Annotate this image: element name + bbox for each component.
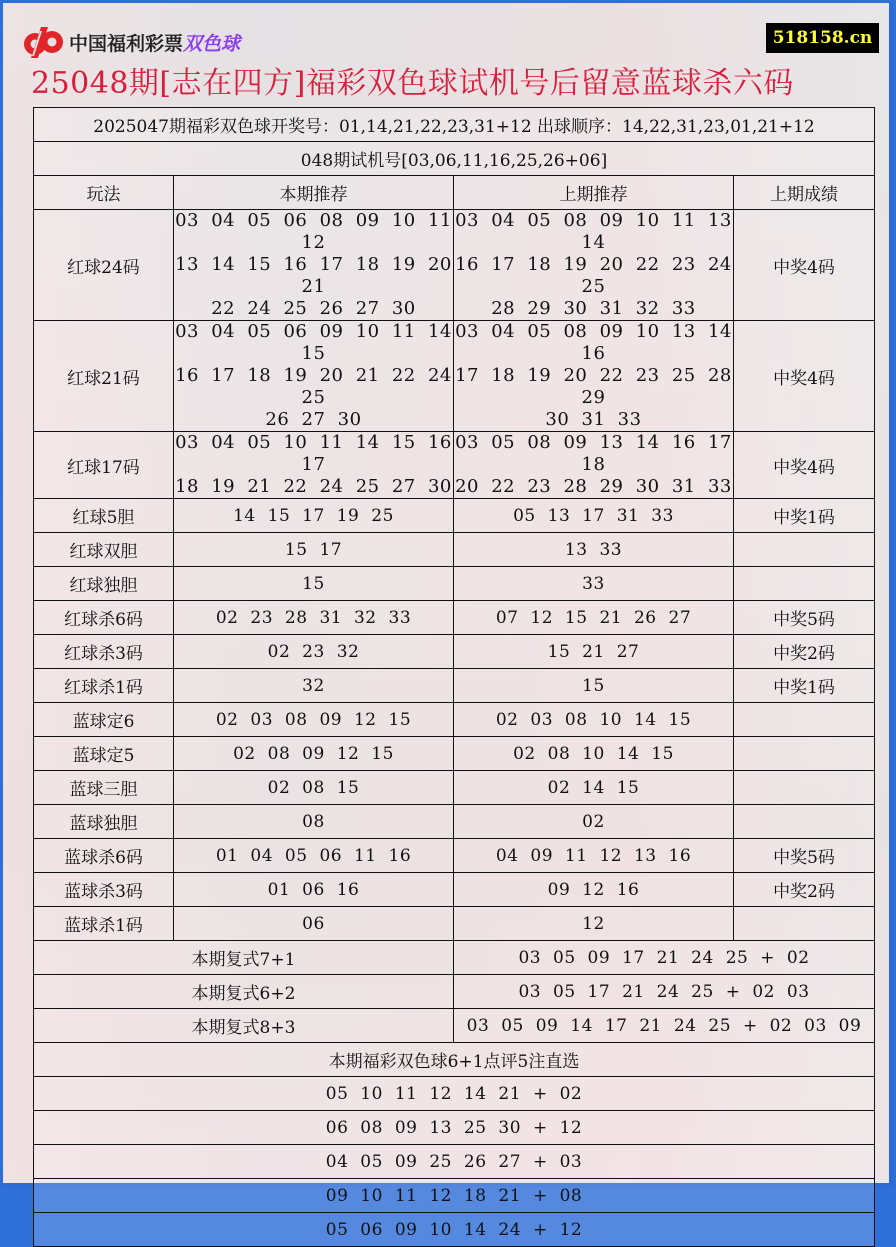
row-label: 红球杀1码 bbox=[34, 669, 174, 703]
pick-numbers: 06 08 09 13 25 30 + 12 bbox=[34, 1111, 875, 1145]
previous-numbers: 09 12 16 bbox=[454, 873, 734, 907]
result bbox=[734, 703, 875, 737]
row-label: 蓝球定5 bbox=[34, 737, 174, 771]
number-line: 26 27 30 bbox=[265, 409, 362, 430]
number-line: 03 05 08 09 13 14 16 17 18 bbox=[455, 432, 732, 475]
current-numbers: 02 23 28 31 32 33 bbox=[174, 601, 454, 635]
current-numbers: 08 bbox=[174, 805, 454, 839]
previous-numbers bbox=[454, 210, 734, 321]
table-row bbox=[34, 533, 875, 567]
table-row-red24 bbox=[34, 210, 875, 321]
current-numbers bbox=[174, 321, 454, 432]
previous-numbers: 02 08 10 14 15 bbox=[454, 737, 734, 771]
logo-text: 中国福利彩票 bbox=[69, 32, 184, 55]
number-line: 17 18 19 20 22 23 25 28 29 bbox=[455, 365, 732, 408]
number-line: 03 04 05 10 11 14 15 16 17 bbox=[175, 432, 452, 475]
number-line: 22 24 25 26 27 30 bbox=[211, 298, 416, 319]
combo-numbers: 03 05 17 21 24 25 + 02 03 bbox=[454, 975, 875, 1009]
number-line: 13 14 15 16 17 18 19 20 21 bbox=[175, 254, 452, 297]
combo-numbers: 03 05 09 17 21 24 25 + 02 bbox=[454, 941, 875, 975]
previous-numbers bbox=[454, 432, 734, 499]
lottery-logo bbox=[21, 25, 240, 59]
pick-row bbox=[34, 1077, 875, 1111]
page-title: 25048期[志在四方]福彩双色球试机号后留意蓝球杀六码 bbox=[31, 66, 794, 101]
result bbox=[734, 533, 875, 567]
combo-row bbox=[34, 941, 875, 975]
table-row bbox=[34, 703, 875, 737]
logo-text-highlight: 双色球 bbox=[183, 32, 241, 55]
current-numbers: 32 bbox=[174, 669, 454, 703]
row-label: 蓝球杀1码 bbox=[34, 907, 174, 941]
site-badge[interactable]: 518158.cn bbox=[766, 23, 879, 53]
current-numbers: 02 23 32 bbox=[174, 635, 454, 669]
test-number: 048期试机号[03,06,11,16,25,26+06] bbox=[34, 142, 875, 176]
row-label: 红球21码 bbox=[34, 321, 174, 432]
previous-numbers: 12 bbox=[454, 907, 734, 941]
result bbox=[734, 805, 875, 839]
current-numbers: 14 15 17 19 25 bbox=[174, 499, 454, 533]
pick-numbers: 05 06 09 10 14 24 + 12 bbox=[34, 1213, 875, 1247]
pick-numbers: 04 05 09 25 26 27 + 03 bbox=[34, 1145, 875, 1179]
number-line: 03 04 05 06 08 09 10 11 12 bbox=[175, 210, 452, 253]
previous-numbers: 05 13 17 31 33 bbox=[454, 499, 734, 533]
number-line: 03 04 05 06 09 10 11 14 15 bbox=[175, 321, 452, 364]
current-numbers: 01 04 05 06 11 16 bbox=[174, 839, 454, 873]
previous-numbers: 02 03 08 10 14 15 bbox=[454, 703, 734, 737]
previous-numbers: 02 14 15 bbox=[454, 771, 734, 805]
number-line: 16 17 18 19 20 21 22 24 25 bbox=[175, 365, 452, 408]
table-row bbox=[34, 601, 875, 635]
table-row bbox=[34, 499, 875, 533]
combo-label: 本期复式8+3 bbox=[34, 1009, 454, 1043]
current-numbers: 15 17 bbox=[174, 533, 454, 567]
test-number-row bbox=[34, 142, 875, 176]
result bbox=[734, 771, 875, 805]
current-numbers bbox=[174, 432, 454, 499]
current-numbers: 02 08 15 bbox=[174, 771, 454, 805]
table-row bbox=[34, 669, 875, 703]
number-line: 03 04 05 08 09 10 13 14 16 bbox=[455, 321, 732, 364]
row-label: 红球24码 bbox=[34, 210, 174, 321]
result: 中奖4码 bbox=[734, 321, 875, 432]
header-result: 上期成绩 bbox=[734, 176, 875, 210]
header-play: 玩法 bbox=[34, 176, 174, 210]
table-row bbox=[34, 907, 875, 941]
number-line: 18 19 21 22 24 25 27 30 bbox=[175, 476, 452, 497]
result: 中奖4码 bbox=[734, 210, 875, 321]
result: 中奖1码 bbox=[734, 669, 875, 703]
table-row bbox=[34, 839, 875, 873]
welfare-lottery-logo-icon bbox=[21, 25, 67, 59]
picks-title: 本期福彩双色球6+1点评5注直选 bbox=[34, 1043, 875, 1077]
number-line: 20 22 23 28 29 30 31 33 bbox=[455, 476, 732, 497]
result: 中奖5码 bbox=[734, 839, 875, 873]
draw-result-row bbox=[34, 108, 875, 142]
current-numbers: 02 08 09 12 15 bbox=[174, 737, 454, 771]
row-label: 红球杀3码 bbox=[34, 635, 174, 669]
previous-numbers: 07 12 15 21 26 27 bbox=[454, 601, 734, 635]
previous-numbers: 33 bbox=[454, 567, 734, 601]
table-row-red21 bbox=[34, 321, 875, 432]
pick-numbers: 05 10 11 12 14 21 + 02 bbox=[34, 1077, 875, 1111]
result: 中奖2码 bbox=[734, 873, 875, 907]
result bbox=[734, 567, 875, 601]
number-line: 30 31 33 bbox=[545, 409, 642, 430]
row-label: 红球双胆 bbox=[34, 533, 174, 567]
current-numbers bbox=[174, 210, 454, 321]
row-label: 蓝球定6 bbox=[34, 703, 174, 737]
prediction-table bbox=[33, 107, 875, 1247]
current-numbers: 01 06 16 bbox=[174, 873, 454, 907]
row-label: 红球杀6码 bbox=[34, 601, 174, 635]
combo-label: 本期复式7+1 bbox=[34, 941, 454, 975]
row-label: 红球5胆 bbox=[34, 499, 174, 533]
number-line: 28 29 30 31 32 33 bbox=[491, 298, 696, 319]
previous-numbers bbox=[454, 321, 734, 432]
pick-row bbox=[34, 1179, 875, 1213]
combo-row bbox=[34, 1009, 875, 1043]
header-current: 本期推荐 bbox=[174, 176, 454, 210]
row-label: 蓝球杀3码 bbox=[34, 873, 174, 907]
header-previous: 上期推荐 bbox=[454, 176, 734, 210]
pick-row bbox=[34, 1111, 875, 1145]
row-label: 蓝球杀6码 bbox=[34, 839, 174, 873]
table-row bbox=[34, 873, 875, 907]
table-row-red17 bbox=[34, 432, 875, 499]
pick-row bbox=[34, 1145, 875, 1179]
result bbox=[734, 907, 875, 941]
row-label: 红球17码 bbox=[34, 432, 174, 499]
row-label: 红球独胆 bbox=[34, 567, 174, 601]
combo-row bbox=[34, 975, 875, 1009]
previous-numbers: 15 bbox=[454, 669, 734, 703]
combo-label: 本期复式6+2 bbox=[34, 975, 454, 1009]
previous-numbers: 04 09 11 12 13 16 bbox=[454, 839, 734, 873]
result: 中奖2码 bbox=[734, 635, 875, 669]
row-label: 蓝球三胆 bbox=[34, 771, 174, 805]
picks-title-row bbox=[34, 1043, 875, 1077]
current-numbers: 15 bbox=[174, 567, 454, 601]
header-row bbox=[34, 176, 875, 210]
row-label: 蓝球独胆 bbox=[34, 805, 174, 839]
previous-numbers: 13 33 bbox=[454, 533, 734, 567]
result: 中奖4码 bbox=[734, 432, 875, 499]
result: 中奖1码 bbox=[734, 499, 875, 533]
table-row bbox=[34, 567, 875, 601]
previous-numbers: 02 bbox=[454, 805, 734, 839]
number-line: 03 04 05 08 09 10 11 13 14 bbox=[455, 210, 732, 253]
current-numbers: 02 03 08 09 12 15 bbox=[174, 703, 454, 737]
number-line: 16 17 18 19 20 22 23 24 25 bbox=[455, 254, 732, 297]
draw-result: 2025047期福彩双色球开奖号：01,14,21,22,23,31+12 出球顺序：14,22,31,23,01,21+12 bbox=[34, 108, 875, 142]
table-row bbox=[34, 805, 875, 839]
combo-numbers: 03 05 09 14 17 21 24 25 + 02 03 09 bbox=[454, 1009, 875, 1043]
table-row bbox=[34, 635, 875, 669]
pick-row bbox=[34, 1213, 875, 1247]
pick-numbers: 09 10 11 12 18 21 + 08 bbox=[34, 1179, 875, 1213]
table-row bbox=[34, 737, 875, 771]
previous-numbers: 15 21 27 bbox=[454, 635, 734, 669]
table-row bbox=[34, 771, 875, 805]
result: 中奖5码 bbox=[734, 601, 875, 635]
result bbox=[734, 737, 875, 771]
page-frame bbox=[3, 3, 893, 1240]
current-numbers: 06 bbox=[174, 907, 454, 941]
